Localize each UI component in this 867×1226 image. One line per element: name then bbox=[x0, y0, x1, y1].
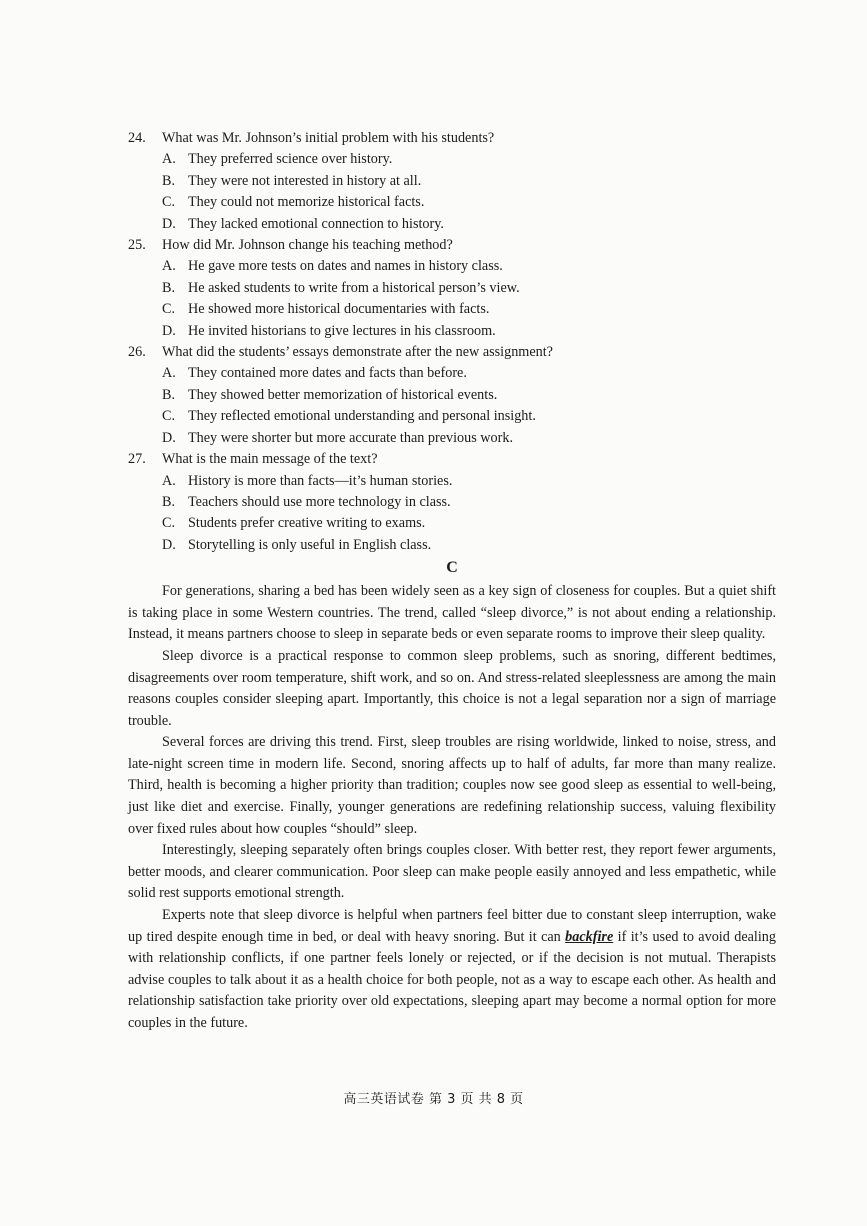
option-text: They were shorter but more accurate than previous work. bbox=[188, 429, 514, 446]
option-letter: A. bbox=[162, 258, 176, 275]
option[interactable] bbox=[128, 471, 776, 492]
option-text: He asked students to write from a historical person’s view. bbox=[188, 279, 520, 296]
question-number: 25. bbox=[128, 237, 146, 254]
question-text: What was Mr. Johnson’s initial problem with his students? bbox=[162, 130, 495, 146]
question-number: 26. bbox=[128, 344, 146, 361]
option-text: They could not memorize historical facts. bbox=[188, 194, 425, 211]
option-text: They reflected emotional understanding and personal insight. bbox=[188, 408, 536, 425]
exam-page bbox=[128, 128, 776, 1035]
option-text: History is more than facts—it’s human stories. bbox=[188, 472, 453, 489]
option[interactable] bbox=[128, 513, 776, 534]
question-item bbox=[128, 235, 776, 342]
option[interactable] bbox=[128, 363, 776, 384]
question-text: How did Mr. Johnson change his teaching method? bbox=[162, 237, 453, 254]
question-item bbox=[128, 342, 776, 449]
section-heading: C bbox=[446, 559, 458, 577]
option-letter: D. bbox=[162, 322, 176, 339]
option[interactable] bbox=[128, 321, 776, 342]
passage-paragraph: Sleep divorce is a practical response to common sleep problems, such as snoring, different bedtimes, disagreements over room temperature, shift work, and so on. And stress-related sleeplessness are among the main reasons couples consider sleeping apart. Importantly, this choice is not a legal separation nor a sign of marriage trouble. bbox=[128, 647, 776, 729]
option-letter: C. bbox=[162, 301, 176, 318]
option-letter: B. bbox=[162, 493, 176, 510]
question-list bbox=[128, 128, 776, 556]
option-text: They were not interested in history at all. bbox=[188, 172, 422, 189]
option[interactable] bbox=[128, 535, 776, 556]
option-letter: A. bbox=[162, 151, 176, 168]
question-number: 27. bbox=[128, 451, 146, 468]
option-text: Students prefer creative writing to exams. bbox=[188, 515, 426, 532]
option[interactable] bbox=[128, 171, 776, 192]
passage-paragraph: Several forces are driving this trend. First, sleep troubles are rising worldwide, linked to noise, stress, and late-night screen time in modern life. Second, snoring affects up to half of adults, far more than many realize. Third, health is becoming a higher priority than tradition; couples now see good sleep as essential to well-being, just like diet and exercise. Finally, younger generations are redefining relationship success, valuing flexibility over fixed rules about how couples “should” sleep. bbox=[128, 734, 776, 837]
option[interactable] bbox=[128, 192, 776, 213]
passage-paragraph: For generations, sharing a bed has been widely seen as a key sign of closeness for couples. But a quiet shift is taking place in some Western countries. The trend, called “sleep divorce,” is not about ending a relationship. Instead, it means partners choose to sleep in separate beds or even separate rooms to improve their sleep quality. bbox=[128, 583, 776, 643]
option[interactable] bbox=[128, 385, 776, 406]
option-letter: B. bbox=[162, 279, 176, 296]
option-letter: D. bbox=[162, 215, 176, 232]
option[interactable] bbox=[128, 149, 776, 170]
option-text: Teachers should use more technology in class. bbox=[188, 493, 451, 510]
passage-paragraph bbox=[128, 905, 776, 1035]
question-text: What is the main message of the text? bbox=[162, 451, 378, 468]
option-letter: A. bbox=[162, 472, 176, 489]
option-text: He showed more historical documentaries with facts. bbox=[188, 301, 490, 318]
option[interactable] bbox=[128, 256, 776, 277]
question-stem bbox=[128, 235, 776, 256]
option-letter: C. bbox=[162, 408, 176, 425]
underlined-keyword: backfire bbox=[565, 928, 614, 945]
option[interactable] bbox=[128, 214, 776, 235]
passage-paragraph: Interestingly, sleeping separately often brings couples closer. With better rest, they report fewer arguments, better moods, and clearer communication. Poor sleep can make people easily annoyed and less empathetic, while solid rest supports emotional strength. bbox=[128, 842, 776, 902]
question-item bbox=[128, 449, 776, 556]
question-text: What did the students’ essays demonstrate after the new assignment? bbox=[162, 344, 553, 361]
option-text: They preferred science over history. bbox=[188, 151, 393, 168]
option-letter: B. bbox=[162, 172, 176, 189]
option[interactable] bbox=[128, 299, 776, 320]
option-text: Storytelling is only useful in English class. bbox=[188, 536, 432, 553]
option[interactable] bbox=[128, 406, 776, 427]
option-text: They lacked emotional connection to history. bbox=[188, 215, 444, 232]
question-stem bbox=[128, 342, 776, 363]
option-letter: D. bbox=[162, 429, 176, 446]
paragraph-text: Experts note that sleep divorce is helpful when partners feel bitter due to constant sleep interruption, wake up tired despite enough time in bed, or deal with heavy snoring. But it can bbox=[128, 907, 776, 945]
option-text: He invited historians to give lectures in his classroom. bbox=[188, 322, 496, 339]
question-stem bbox=[128, 128, 776, 149]
question-number: 24. bbox=[128, 130, 146, 146]
option[interactable] bbox=[128, 492, 776, 513]
reading-passage bbox=[128, 581, 776, 1034]
paragraph-text: if it’s used to avoid dealing with relationship conflicts, if one partner feels lonely or rejected, or if the decision is not mutual. Therapists advise couples to talk about it as a health choice for both people, not as a way to escape each other. As health and relationship satisfaction take priority over old expectations, sleeping apart may become a normal option for more couples in the future. bbox=[128, 928, 776, 1031]
option-letter: A. bbox=[162, 365, 176, 382]
page-footer: 高三英语试卷 第 3 页 共 8 页 bbox=[343, 1092, 524, 1107]
option-letter: C. bbox=[162, 194, 176, 211]
option[interactable] bbox=[128, 278, 776, 299]
question-stem bbox=[128, 449, 776, 470]
option-text: He gave more tests on dates and names in history class. bbox=[188, 258, 503, 275]
option-letter: C. bbox=[162, 515, 176, 532]
option-text: They showed better memorization of historical events. bbox=[188, 386, 498, 403]
option-text: They contained more dates and facts than before. bbox=[188, 365, 467, 382]
option-letter: D. bbox=[162, 536, 176, 553]
option[interactable] bbox=[128, 428, 776, 449]
question-item bbox=[128, 128, 776, 235]
option-letter: B. bbox=[162, 386, 176, 403]
